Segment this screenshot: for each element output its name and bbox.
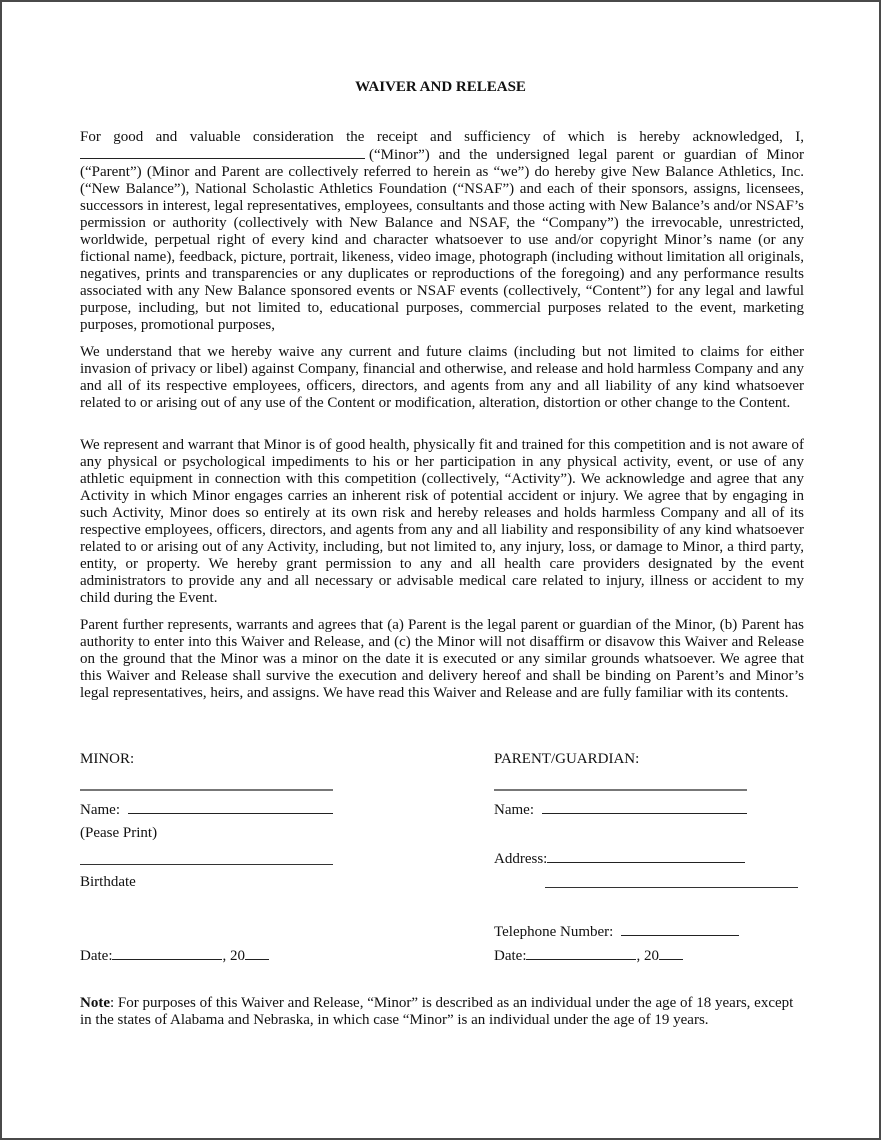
minor-heading: MINOR:: [80, 751, 135, 767]
parent-date-field: [494, 947, 683, 965]
minor-birthdate-label: Birthdate: [80, 874, 136, 890]
paragraph-health-activity: We represent and warrant that Minor is of good health, physically fit and trained for this competition and is not aware of any physical or psychological impediments to his or her participation in any physical activity, event, or use of any athletic equipment in connection with this competition (collectively, “Activity”). We acknowledge and agree that any Activity in which Minor engages carries an inherent risk of potential accident or injury. We agree that by engaging in such Activity, Minor does so entirely at its own risk and hereby releases and holds harmless Company and all of its respective employees, officers, directors, and agents from any and all liability and responsibility of any kind whatsoever related to or arising out of any Activity, including, but not limited to, any injury, loss, or damage to Minor, a third party, entity, or property. We hereby grant permission to any and all health care providers designated by the event administrators to provide any and all necessary or advisable medical care related to injury, illness or accident to my child during the Event.: [80, 437, 804, 606]
minor-name-line[interactable]: [128, 801, 333, 814]
minor-date-field: [80, 947, 269, 965]
note-label: Note: [80, 995, 110, 1011]
parent-telephone-field: [494, 923, 739, 941]
parent-year-line[interactable]: [659, 947, 683, 960]
minor-birthdate-line[interactable]: [80, 864, 333, 865]
parent-date-label: Date:: [494, 948, 527, 964]
minor-year-line[interactable]: [245, 947, 269, 960]
parent-address-field: [494, 850, 745, 868]
paragraph-claims-waiver: We understand that we hereby waive any current and future claims (including but not limited to claims for either invasion of privacy or libel) against Company, financial and otherwise, and release and hold harmless Company and any and all of its respective employees, officers, directors, and agents from any and all liability of any kind whatsoever related to or arising out of any use of the Content or modification, alteration, distortion or other change to the Content.: [80, 344, 804, 411]
minor-year-prefix: , 20: [222, 948, 245, 964]
minor-date-line[interactable]: [112, 947, 222, 960]
paragraph-1-start: For good and valuable consideration the receipt and sufficiency of which is hereby acknowledged, I,: [80, 129, 804, 145]
paragraph-1-rest: (“Minor”) and the undersigned legal parent or guardian of Minor (“Parent”) (Minor and Parent are collectively referred to herein as “we”) do hereby give New Balance Athletics, Inc. (“New Balance”), National Scholastic Athletics Foundation (“NSAF”) and each of their sponsors, assigns, licensees, successors in interest, legal representatives, employees, consultants and those acting with New Balance’s and/or NSAF’s permission or authority (collectively with New Balance and NSAF, the “Company”) the irrevocable, unrestricted, worldwide, perpetual right of every kind and character whatsoever to use and/or copyright Minor’s name (or any fictional name), feedback, picture, portrait, likeness, video image, photograph (including without limitation all originals, negatives, prints and transparencies or any duplicates or reproductions of the foregoing) and any performance results associated with any New Balance sponsored events or NSAF events (collectively, “Content”) for any legal and lawful purpose, including, but not limited to, educational purposes, commercial purposes related to the event, marketing purposes, promotional purposes,: [80, 147, 804, 333]
parent-address-label: Address:: [494, 851, 548, 867]
age-note: [80, 995, 804, 1029]
parent-address-line-2[interactable]: [545, 887, 798, 888]
minor-name-label: Name:: [80, 802, 120, 818]
parent-address-line-1[interactable]: [547, 850, 745, 863]
paragraph-parent-representations: Parent further represents, warrants and agrees that (a) Parent is the legal parent or guardian of the Minor, (b) Parent has authority to enter into this Waiver and Release, and (c) the Minor will not disaffirm or disavow this Waiver and Release on the ground that the Minor was a minor on the date it is executed or any similar grounds whatsoever. We agree that this Waiver and Release shall survive the execution and delivery hereof and shall be binding on Parent’s and Minor’s legal representatives, heirs, and assigns. We have read this Waiver and Release and are fully familiar with its contents.: [80, 617, 804, 701]
note-text: : For purposes of this Waiver and Release, “Minor” is described as an individual under the age of 18 years, except in the states of Alabama and Nebraska, in which case “Minor” is an individual under the age of 19 years.: [80, 995, 794, 1028]
parent-heading: PARENT/GUARDIAN:: [494, 751, 640, 767]
parent-date-line[interactable]: [526, 947, 636, 960]
minor-signature-line[interactable]: [80, 789, 333, 791]
parent-telephone-label: Telephone Number:: [494, 924, 614, 940]
minor-name-field: [80, 801, 333, 819]
minor-date-label: Date:: [80, 948, 113, 964]
parent-name-field: [494, 801, 747, 819]
parent-telephone-line[interactable]: [621, 923, 739, 936]
minor-name-blank[interactable]: [80, 146, 365, 159]
parent-name-label: Name:: [494, 802, 534, 818]
document-title: WAIVER AND RELEASE: [355, 79, 526, 95]
paragraph-content-rights: [80, 129, 804, 334]
parent-name-line[interactable]: [542, 801, 747, 814]
minor-print-hint: (Pease Print): [80, 825, 158, 841]
parent-year-prefix: , 20: [636, 948, 659, 964]
parent-signature-line[interactable]: [494, 789, 747, 791]
